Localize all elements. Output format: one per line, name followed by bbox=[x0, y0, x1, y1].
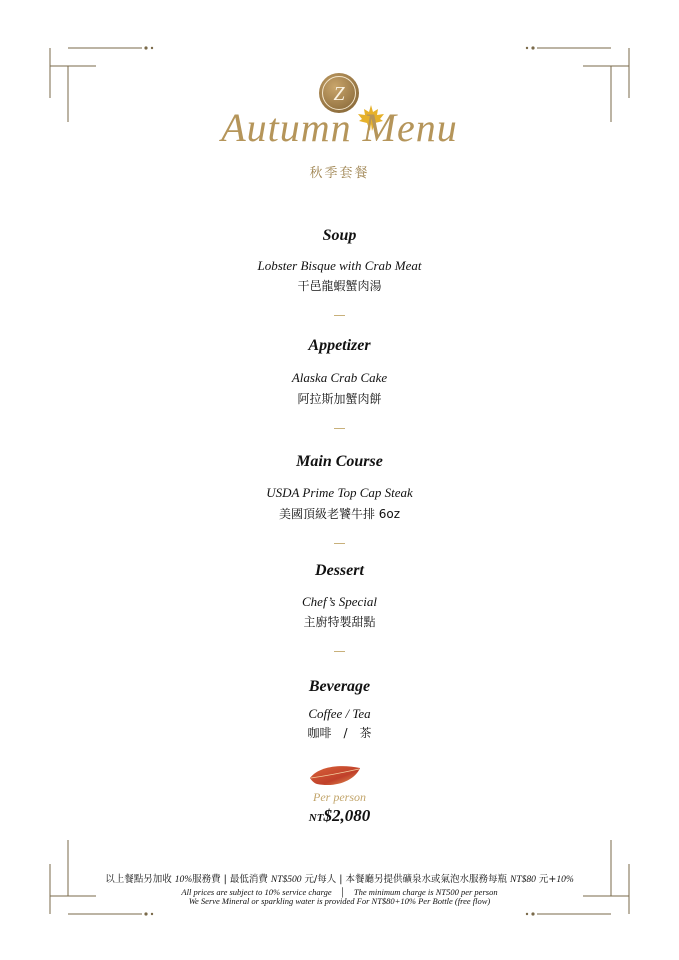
menu-title: Autumn Menu bbox=[221, 105, 458, 150]
section-divider bbox=[334, 543, 345, 544]
footer-note-english-1: All prices are subject to 10% service charge │ The minimum charge is NT500 per person bbox=[181, 887, 498, 897]
section-divider bbox=[334, 315, 345, 316]
dish-name-zh: 主廚特製甜點 bbox=[303, 615, 376, 629]
footer-note-english-2: We Serve Mineral or sparkling water is provided For NT$80+10% Per Bottle (free flow) bbox=[188, 896, 491, 906]
price-amount: $2,080 bbox=[323, 806, 371, 825]
logo-letter: Z bbox=[333, 83, 345, 105]
course-title-appetizer: Appetizer bbox=[308, 337, 371, 354]
dish-name-en: Alaska Crab Cake bbox=[291, 370, 388, 385]
dish-name-zh: 阿拉斯加蟹肉餅 bbox=[297, 392, 382, 406]
price-currency: NT bbox=[308, 812, 324, 824]
per-person-label: Per person bbox=[313, 790, 366, 804]
course-title-soup: Soup bbox=[322, 227, 357, 244]
dish-name-en: Coffee / Tea bbox=[308, 706, 371, 721]
course-title-main-course: Main Course bbox=[296, 453, 383, 470]
course-title-dessert: Dessert bbox=[315, 562, 364, 579]
menu-price bbox=[0, 806, 679, 826]
dish-name-en: USDA Prime Top Cap Steak bbox=[266, 485, 413, 500]
footer-note-chinese: 以上餐點另加收 10%服務費 | 最低消費 NT$500 元/每人 | 本餐廳另提供礦泉水或氣泡水服務每瓶 NT$80 元+10% bbox=[105, 874, 574, 885]
section-divider bbox=[334, 651, 345, 652]
dish-name-zh: 美國頂級老饕牛排 6oz bbox=[278, 507, 401, 521]
dish-name-zh: 咖啡 / 茶 bbox=[307, 726, 372, 740]
dish-name-en: Chef’s Special bbox=[302, 594, 377, 609]
autumn-leaf-icon bbox=[307, 762, 363, 790]
dish-name-en: Lobster Bisque with Crab Meat bbox=[257, 258, 422, 273]
menu-subtitle: 秋季套餐 bbox=[309, 166, 370, 181]
dish-name-zh: 干邑龍蝦蟹肉湯 bbox=[297, 279, 382, 293]
course-title-beverage: Beverage bbox=[308, 678, 371, 695]
section-divider bbox=[334, 428, 345, 429]
